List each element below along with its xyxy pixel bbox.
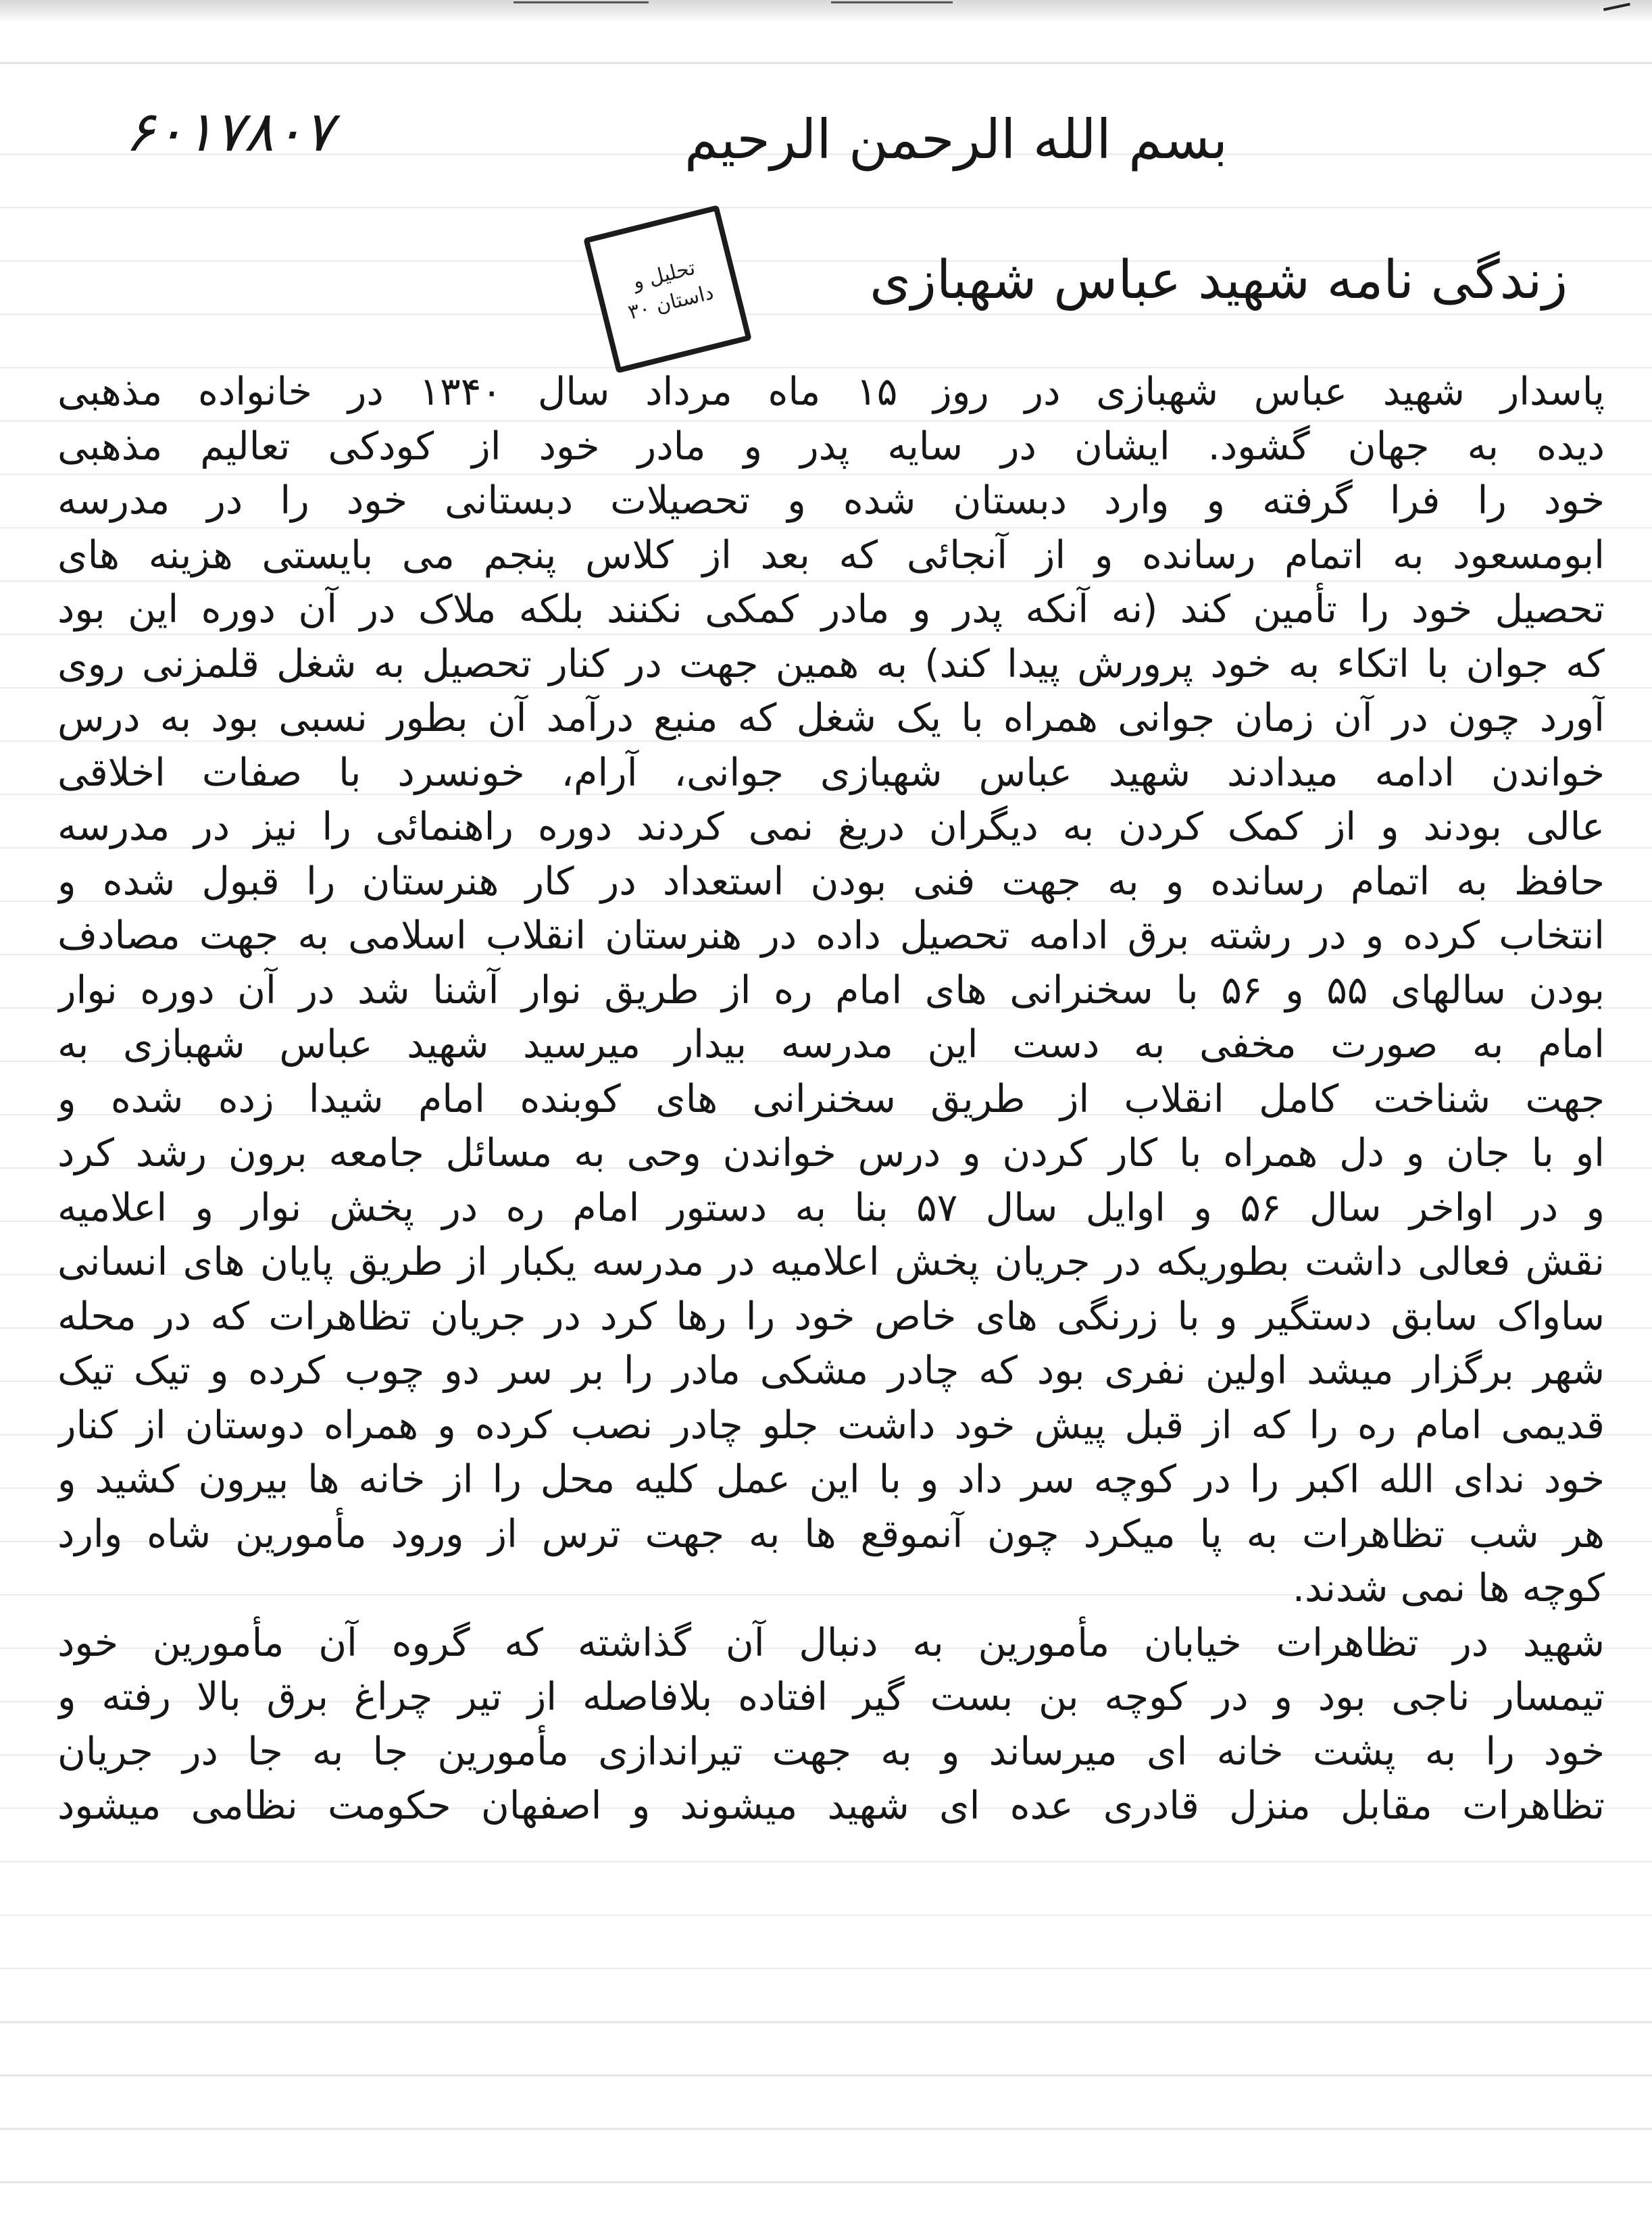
body-line: پاسدار شهید عباس شهبازی در روز ۱۵ ماه مرداد سال ۱۳۴۰ در خانواده مذهبی	[57, 370, 1605, 414]
body-line: هر شب تظاهرات به پا میکرد چون آنموقع ها به جهت ترس از ورود مأمورین شاه وارد	[57, 1511, 1605, 1557]
body-line: شهر برگزار میشد اولین نفری بود که چادر مشکی مادر را بر سر دو چوب کرده و تیک تیک	[57, 1348, 1605, 1393]
stamp-line: تحلیل و	[630, 255, 698, 295]
scan-mark	[514, 1, 649, 18]
body-line: تیمسار ناجی بود و در کوچه بن بست گیر افتاده بلافاصله از تیر چراغ برق بالا رفته و	[57, 1675, 1605, 1719]
body-line: ابومسعود به اتمام رسانده و از آنجائی که بعد از کلاس پنجم می بایستی هزینه های	[57, 532, 1605, 578]
body-line: او با جان و دل همراه با کار کردن و درس خواندن وحی به مسائل جامعه برون رشد کرد	[57, 1131, 1605, 1175]
stamp-line: داستان ۳۰	[626, 280, 716, 325]
body-line: تظاهرات مقابل منزل قادری عده ای شهید میشوند و اصفهان حکومت نظامی میشود	[57, 1784, 1605, 1828]
body-line: قدیمی امام ره را که از قبل پیش خود داشت جلو چادر نصب کرده و همراه دوستان از کنار	[57, 1402, 1605, 1448]
body-line: خواندن ادامه میدادند شهید عباس شهبازی جوانی، آرام، خونسرد با صفات اخلاقی	[57, 750, 1605, 795]
body-line: حافظ به اتمام رسانده و به جهت فنی بودن استعداد در کار هنرستان را قبول شده و	[57, 859, 1605, 904]
scan-top-edge	[0, 0, 1652, 23]
body-line: که جوان با اتکاء به خود پرورش پیدا کند) به همین جهت در کنار تحصیل به شغل قلمزنی روی	[57, 641, 1605, 686]
body-line: تحصیل خود را تأمین کند (نه آنکه پدر و مادر کمکی نکنند بلکه ملاک در آن دوره این بود	[57, 587, 1605, 632]
archive-stamp	[583, 205, 752, 374]
body-line: انتخاب کرده و در رشته برق ادامه تحصیل داده در هنرستان انقلاب اسلامی به جهت مصادف	[57, 913, 1605, 958]
body-line: خود ندای الله اکبر را در کوچه سر داد و با این عمل کلیه محل را از خانه ها بیرون کشید و	[57, 1457, 1605, 1502]
document-number: ۶۰۱۷۸۰۷	[125, 100, 334, 164]
body-line: شهید در تظاهرات خیابان مأمورین به دنبال آن گذاشته که گروه آن مأمورین خود	[57, 1620, 1605, 1665]
body-line: امام به صورت مخفی به دست این مدرسه بیدار میرسید شهید عباس شهبازی به	[57, 1022, 1605, 1067]
body-line: بودن سالهای ۵۵ و ۵۶ با سخنرانی های امام ره از طریق نوار آشنا شد در آن دوره نوار	[57, 967, 1605, 1013]
body-line: دیده به جهان گشود. ایشان در سایه پدر و مادر خود از کودکی تعالیم مذهبی	[57, 424, 1605, 469]
scan-mark	[831, 1, 953, 18]
body-line: و در اواخر سال ۵۶ و اوایل سال ۵۷ بنا به دستور امام ره در پخش نوار و اعلامیه	[57, 1185, 1605, 1230]
bismillah-heading: بسم الله الرحمن الرحیم	[684, 108, 1228, 171]
body-line: آورد چون در آن زمان جوانی همراه با یک شغل که منبع درآمد آن بطور نسبی بود به درس	[57, 696, 1605, 740]
body-line: کوچه ها نمی شدند.	[1292, 1566, 1605, 1611]
body-line: عالی بودند و از کمک کردن به دیگران دریغ نمی کردند دوره راهنمائی را نیز در مدرسه	[57, 805, 1605, 849]
document-body	[57, 365, 1605, 1833]
body-line: جهت شناخت کامل انقلاب از طریق سخنرانی های کوبنده امام شیدا زده شده و	[57, 1076, 1605, 1121]
body-line: خود را فرا گرفته و وارد دبستان شده و تحصیلات دبستانی خود را در مدرسه	[57, 478, 1605, 523]
body-line: ساواک سابق دستگیر و با زرنگی های خاص خود را رها کرد در جریان تظاهرات که در محله	[57, 1294, 1605, 1339]
document-title: زندگی نامه شهید عباس شهبازی	[870, 250, 1568, 311]
body-line: خود را به پشت خانه ای میرساند و به جهت تیراندازی مأمورین جا به جا در جریان	[57, 1729, 1605, 1774]
body-line: نقش فعالی داشت بطوریکه در جریان پخش اعلامیه در مدرسه یکبار از طریق پایان های انسانی	[57, 1240, 1605, 1284]
